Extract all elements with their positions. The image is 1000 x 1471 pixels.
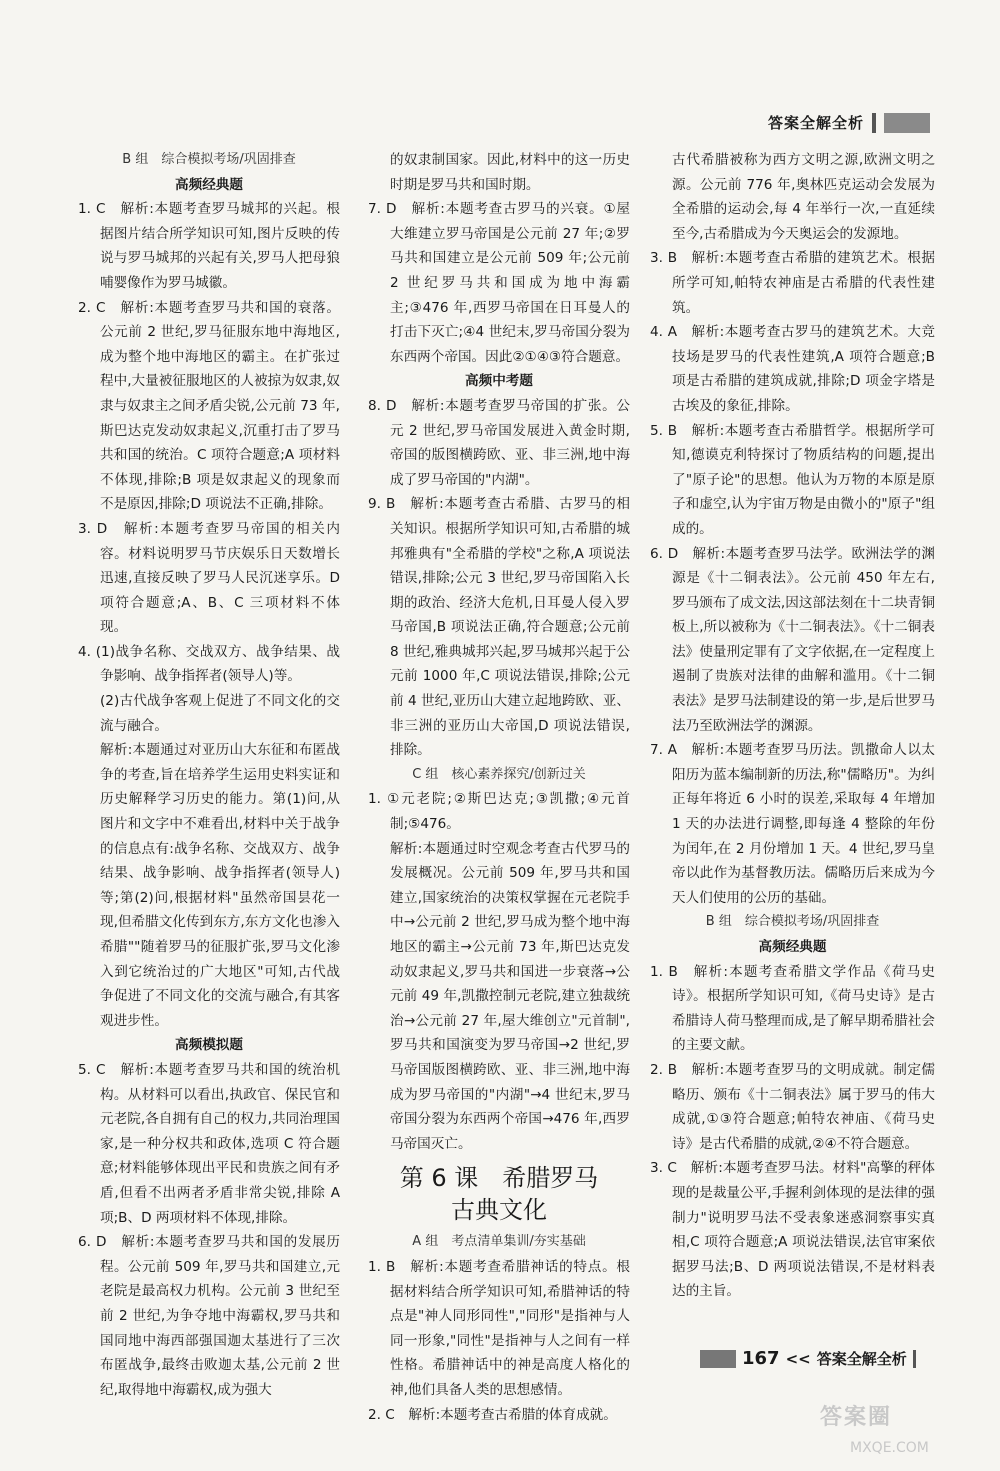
answer-item: 5. B 解析:本题考查古希腊哲学。根据所学可知,德谟克利特探讨了物质结构的问题,提出了"原子论"的思想。他认为万物的本原是原子和虚空,认为宇宙万物是由微小的"原子"组成的。 bbox=[650, 422, 935, 537]
answer-item: 9. B 解析:本题考查古希腊、古罗马的相关知识。根据所学知识可知,古希腊的城邦雅典有"全希腊的学校"之称,A 项说法错误,排除;公元 3 世纪,罗马帝国陷入长期的政治、经济大危机,日耳曼人侵入罗马帝国,B 项说法正确,符合题意;公元前 8 世纪,雅典城邦兴起,罗马城邦兴起于公元前 1000 年,C 项说法错误,排除;公元前 4 世纪,亚历山大建立起地跨欧、亚、非三洲的亚历山大帝国,D 项说法错误,排除。 bbox=[368, 496, 630, 759]
answer-item: 2. C 解析:本题考查罗马共和国的衰落。公元前 2 世纪,罗马征服东地中海地区,成为整个地中海地区的霸主。在扩张过程中,大量被征服地区的人被掠为奴隶,奴隶与奴隶主之间矛盾尖锐,公元前 73 年,斯巴达克发动奴隶起义,沉重打击了罗马共和国的统治。C 项符合题意;A 项材料不体现,排除;B 项是奴隶起义的现象而不是原因,排除;D 项说法不正确,排除。 bbox=[78, 299, 340, 513]
answer-item: 1. C 解析:本题考查罗马城邦的兴起。根据图片结合所学知识可知,图片反映的传说与罗马城邦的兴起有关,罗马人把母狼哺婴像作为罗马城徽。 bbox=[78, 201, 340, 291]
footer-bar bbox=[700, 1350, 736, 1368]
answer-item: 3. D 解析:本题考查罗马帝国的相关内容。材料说明罗马节庆娱乐日天数增长迅速,直接反映了罗马人民沉迷享乐。D 项符合题意;A、B、C 三项材料不体现。 bbox=[78, 520, 340, 636]
answer-item: 7. A 解析:本题考查罗马历法。凯撒命人以太阳历为蓝本编制新的历法,称"儒略历"。为纠正每年将近 6 小时的误差,采取每 4 年增加 1 天的办法进行调整,即每逢 4 整除的年份为闰年,在 2 月份增加 1 天。4 世纪,罗马皇帝以此作为基督教历法。儒略历后来成为今天人们使用的公历的基础。 bbox=[650, 742, 935, 906]
watermark-url: MXQE.COM bbox=[850, 1440, 929, 1456]
answer-item: 5. C 解析:本题考查罗马共和国的统治机构。从材料可以看出,执政官、保民官和元老院,各自拥有自己的权力,共同治理国家,是一种分权共和政体,选项 C 符合题意;材料能够体现出平民和贵族之间有矛盾,但看不出两者矛盾非常尖锐,排除 A 项;B、D 两项材料不体现,排除。 bbox=[78, 1061, 340, 1226]
page-header bbox=[768, 112, 930, 133]
header-bar bbox=[884, 113, 930, 133]
answer-item: 4. (1)战争名称、交战双方、战争结果、战争影响、战争指挥者(领导人)等。 bbox=[78, 643, 340, 685]
section-label: C 组 核心素养探究/创新过关 bbox=[412, 766, 586, 782]
answer-item: 6. D 解析:本题考查罗马法学。欧洲法学的渊源是《十二铜表法》。公元前 450 年左右,罗马颁布了成文法,因这部法刻在十二块青铜板上,所以被称为《十二铜表法》。《十二铜表法》使量刑定罪有了文字依据,在一定程度上遏制了贵族对法律的曲解和滥用。《十二铜表法》是罗马法制建设的第一步,是后世罗马法乃至欧洲法学的渊源。 bbox=[650, 545, 935, 734]
answer-item: 1. B 解析:本题考查希腊文学作品《荷马史诗》。根据所学知识可知,《荷马史诗》是古希腊诗人荷马整理而成,是了解早期希腊社会的主要文献。 bbox=[650, 963, 935, 1054]
answer-item: (2)古代战争客观上促进了不同文化的交流与融合。 bbox=[100, 693, 340, 734]
answer-item: 的奴隶制国家。因此,材料中的这一历史时期是罗马共和国时期。 bbox=[390, 152, 630, 193]
answer-item: 4. A 解析:本题考查古罗马的建筑艺术。大竞技场是罗马的代表性建筑,A 项符合题意;B 项是古希腊的建筑成就,排除;D 项金字塔是古埃及的象征,排除。 bbox=[650, 324, 935, 414]
footer-separator bbox=[913, 1350, 916, 1368]
lesson-title bbox=[368, 1162, 630, 1226]
footer-arrows: << bbox=[785, 1349, 811, 1368]
section-label: A 组 考点清单集训/夯实基础 bbox=[412, 1234, 586, 1250]
answer-item: 8. D 解析:本题考查罗马帝国的扩张。公元 2 世纪,罗马帝国发展进入黄金时期,帝国的版图横跨欧、亚、非三洲,地中海成了罗马帝国的"内湖"。 bbox=[368, 397, 630, 488]
page-number: 167 bbox=[742, 1348, 780, 1369]
sub-heading: 高频中考题 bbox=[465, 373, 533, 390]
footer-label: 答案全解全析 bbox=[816, 1350, 907, 1368]
page-footer bbox=[700, 1348, 916, 1369]
answer-item: 2. C 解析:本题考查古希腊的体育成就。 bbox=[368, 1406, 617, 1423]
answer-explanation: 解析:本题通过对亚历山大东征和布匿战争的考查,旨在培养学生运用史料实证和历史解释学习历史的能力。第(1)问,从图片和文字中不难看出,材料中关于战争的信息点有:战争名称、交战双方、战争结果、战争影响、战争指挥者(领导人)等;第(2)问,根据材料"虽然帝国昙花一现,但希腊文化传到东方,东方文化也渗入希腊""随着罗马的征服扩张,罗马文化渗入到它统治过的广大地区"可知,古代战争促进了不同文化的交流与融合,有其客观进步性。 bbox=[100, 742, 340, 1029]
column-2 bbox=[368, 148, 630, 1427]
header-title: 答案全解全析 bbox=[767, 114, 864, 132]
sub-heading: 高频模拟题 bbox=[175, 1037, 243, 1054]
section-label: B 组 综合模拟考场/巩固排查 bbox=[705, 914, 880, 930]
answer-item: 2. B 解析:本题考查罗马的文明成就。制定儒略历、颁布《十二铜表法》属于罗马的伟大成就,①③符合题意;帕特农神庙、《荷马史诗》是古代希腊的成就,②④不符合题意。 bbox=[650, 1061, 935, 1152]
answer-item: 6. D 解析:本题考查罗马共和国的发展历程。公元前 509 年,罗马共和国建立,元老院是最高权力机构。公元前 3 世纪至前 2 世纪,为争夺地中海霸权,罗马共和国同地中海西部强国迦太基进行了三次布匿战争,最终击败迦太基,公元前 2 世纪,取得地中海霸权,成为强大 bbox=[78, 1234, 340, 1398]
answer-item: 1. B 解析:本题考查希腊神话的特点。根据材料结合所学知识可知,希腊神话的特点是"神人同形同性","同形"是指神与人同一形象,"同性"是指神与人之间有一样性格。希腊神话中的神是高度人格化的神,他们具备人类的思想感情。 bbox=[368, 1258, 630, 1398]
header-separator bbox=[872, 113, 876, 133]
lesson-title-line-1: 第 6 课 希腊罗马 bbox=[399, 1164, 599, 1193]
answer-item: 7. D 解析:本题考查古罗马的兴衰。①屋大维建立罗马帝国是公元前 27 年;②罗马共和国建立是公元前 509 年;公元前 2 世纪罗马共和国成为地中海霸主;③476 年,西罗马帝国在日耳曼人的打击下灭亡;④4 世纪末,罗马帝国分裂为东西两个帝国。因此②①④③符合题意。 bbox=[368, 201, 630, 365]
sub-heading: 高频经典题 bbox=[758, 939, 827, 955]
lesson-title-line-2: 古典文化 bbox=[451, 1196, 547, 1225]
answer-item: 1. ①元老院;②斯巴达克;③凯撒;④元首制;⑤476。 bbox=[368, 791, 630, 833]
answer-item: 古代希腊被称为西方文明之源,欧洲文明之源。公元前 776 年,奥林匹克运动会发展为全希腊的运动会,每 4 年举行一次,一直延续至今,古希腊成为今天奥运会的发源地。 bbox=[672, 152, 935, 242]
sub-heading: 高频经典题 bbox=[175, 176, 243, 193]
column-3 bbox=[650, 148, 935, 1304]
watermark-logo: 答案圈 bbox=[820, 1405, 893, 1430]
column-1 bbox=[78, 148, 340, 1402]
section-label: B 组 综合模拟考场/巩固排查 bbox=[122, 152, 296, 167]
answer-explanation: 解析:本题通过时空观念考查古代罗马的发展概况。公元前 509 年,罗马共和国建立,国家统治的决策权掌握在元老院手中→公元前 2 世纪,罗马成为整个地中海地区的霸主→公元前 73 年,斯巴达克发动奴隶起义,罗马共和国进一步衰落→公元前 49 年,凯撒控制元老院,建立独裁统治→公元前 27 年,屋大维创立"元首制",罗马共和国演变为罗马帝国→2 世纪,罗马帝国版图横跨欧、亚、非三洲,地中海成为罗马帝国的"内湖"→4 世纪末,罗马帝国分裂为东西两个帝国→476 年,西罗马帝国灭亡。 bbox=[390, 840, 630, 1152]
answer-item: 3. B 解析:本题考查古希腊的建筑艺术。根据所学可知,帕特农神庙是古希腊的代表性建筑。 bbox=[650, 250, 935, 316]
answer-item: 3. C 解析:本题考查罗马法。材料"高擎的秤体现的是裁量公平,手握利剑体现的是法律的强制力"说明罗马法不受表象迷惑洞察事实真相,C 项符合题意;A 项说法错误,法官审案依据罗马法;B、D 两项说法错误,不是材料表达的主旨。 bbox=[650, 1160, 935, 1300]
